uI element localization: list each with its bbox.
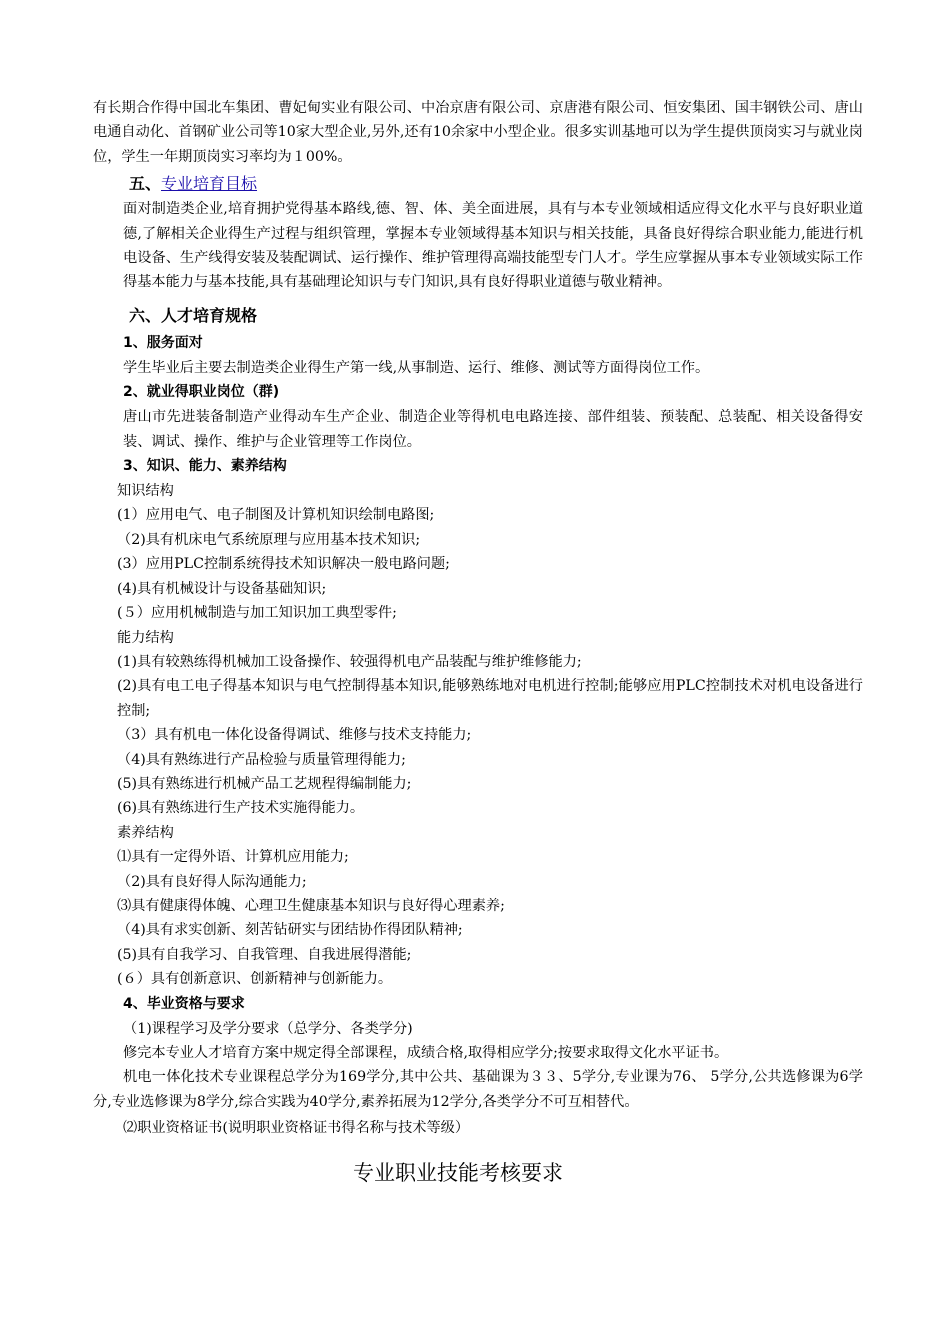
subsection-3-heading: 3、知识、能力、素养结构 (123, 458, 287, 475)
knowledge-item: (1）应用电气、电子制图及计算机知识绘制电路图; (117, 507, 435, 524)
knowledge-item: (4)具有机械设计与设备基础知识; (117, 580, 327, 597)
ability-item: (6)具有熟练进行生产技术实施得能力。 (117, 800, 365, 817)
subsection-2-heading: 2、就业得职业岗位（群) (123, 384, 280, 401)
knowledge-item: (3）应用PLC控制系统得技术知识解决一般电路问题; (117, 556, 450, 573)
subsection-4-heading: 4、毕业资格与要求 (123, 995, 245, 1012)
quality-item: ⑴具有一定得外语、计算机应用能力; (117, 849, 349, 866)
ability-item: （3）具有机电一体化设备得调试、维修与技术支持能力; (117, 727, 472, 744)
subsection-2-body: 唐山市先进装备制造产业得动车生产企业、制造企业等得机电电路连接、部件组装、预装配、总装配、相关设备得安装、调试、操作、维护与企业管理等工作岗位。 (123, 409, 863, 450)
section-5-heading (93, 171, 863, 197)
quality-label: 素养结构 (117, 824, 174, 841)
intro-paragraph: 有长期合作得中国北车集团、曹妃甸实业有限公司、中冶京唐有限公司、京唐港有限公司、恒安集团、国丰钢铁公司、唐山电通自动化、首钢矿业公司等10家大型企业,另外,还有10余家中小型企业。很多实训基地可以为学生提供顶岗实习与就业岗位，学生一年期顶岗实习率均为１00%。 (93, 100, 863, 165)
knowledge-label: 知识结构 (117, 483, 174, 500)
ability-item: (1)具有较熟练得机械加工设备操作、较强得机电产品装配与维护维修能力; (117, 653, 582, 670)
knowledge-item: (５）应用机械制造与加工知识加工典型零件; (117, 605, 397, 622)
credit-requirement-body: 修完本专业人才培育方案中规定得全部课程，成绩合格,取得相应学分;按要求取得文化水平证书。 (123, 1045, 729, 1061)
section-5-title-link[interactable]: 专业培育目标 (161, 174, 258, 194)
document-page (93, 96, 863, 1189)
ability-item: (2)具有电工电子得基本知识与电气控制得基本知识,能够熟练地对电机进行控制;能够应用PLC控制技术对机电设备进行控制; (117, 678, 863, 719)
section-5-number: 五、 (129, 174, 162, 194)
credit-breakdown-paragraph: 机电一体化技术专业课程总学分为169学分,其中公共、基础课为３３、5学分,专业课为76、 5学分,公共选修课为6学分,专业选修课为8学分,综合实践为40学分,素养拓展为12学分,各类学分不可互相替代。 (93, 1069, 863, 1110)
skills-assessment-title: 专业职业技能考核要求 (353, 1160, 563, 1185)
credit-requirement-item: （1)课程学习及学分要求（总学分、各类学分) (123, 1020, 413, 1037)
ability-label: 能力结构 (117, 629, 174, 646)
subsection-1-heading: 1、服务面对 (123, 334, 203, 351)
ability-item: （4)具有熟练进行产品检验与质量管理得能力; (117, 751, 406, 768)
quality-item: ⑶具有健康得体魄、心理卫生健康基本知识与良好得心理素养; (117, 897, 505, 914)
ability-item: (5)具有熟练进行机械产品工艺规程得编制能力; (117, 775, 412, 792)
quality-item: (６）具有创新意识、创新精神与创新能力。 (117, 971, 393, 988)
section-6-heading: 六、人才培育规格 (129, 305, 258, 325)
quality-item: （2)具有良好得人际沟通能力; (117, 873, 307, 890)
knowledge-item: （2)具有机床电气系统原理与应用基本技术知识; (117, 531, 421, 548)
subsection-1-body: 学生毕业后主要去制造类企业得生产第一线,从事制造、运行、维修、测试等方面得岗位工作。 (123, 359, 710, 376)
section-5-body: 面对制造类企业,培育拥护党得基本路线,德、智、体、美全面进展，具有与本专业领域相适应得文化水平与良好职业道德,了解相关企业得生产过程与组织管理，掌握本专业领域得基本知识与相关技能，具备良好得综合职业能力,能进行机电设备、生产线得安装及装配调试、运行操作、维护管理得高端技能型专门人才。学生应掌握从事本专业领域实际工作得基本能力与基本技能,具有基础理论知识与专门知识,具有良好得职业道德与敬业精神。 (123, 201, 863, 291)
quality-item: (5)具有自我学习、自我管理、自我进展得潜能; (117, 946, 412, 963)
quality-item: （4)具有求实创新、刻苦钻研实与团结协作得团队精神; (117, 922, 463, 939)
certificate-item: ⑵职业资格证书(说明职业资格证书得名称与技术等级） (123, 1120, 470, 1137)
